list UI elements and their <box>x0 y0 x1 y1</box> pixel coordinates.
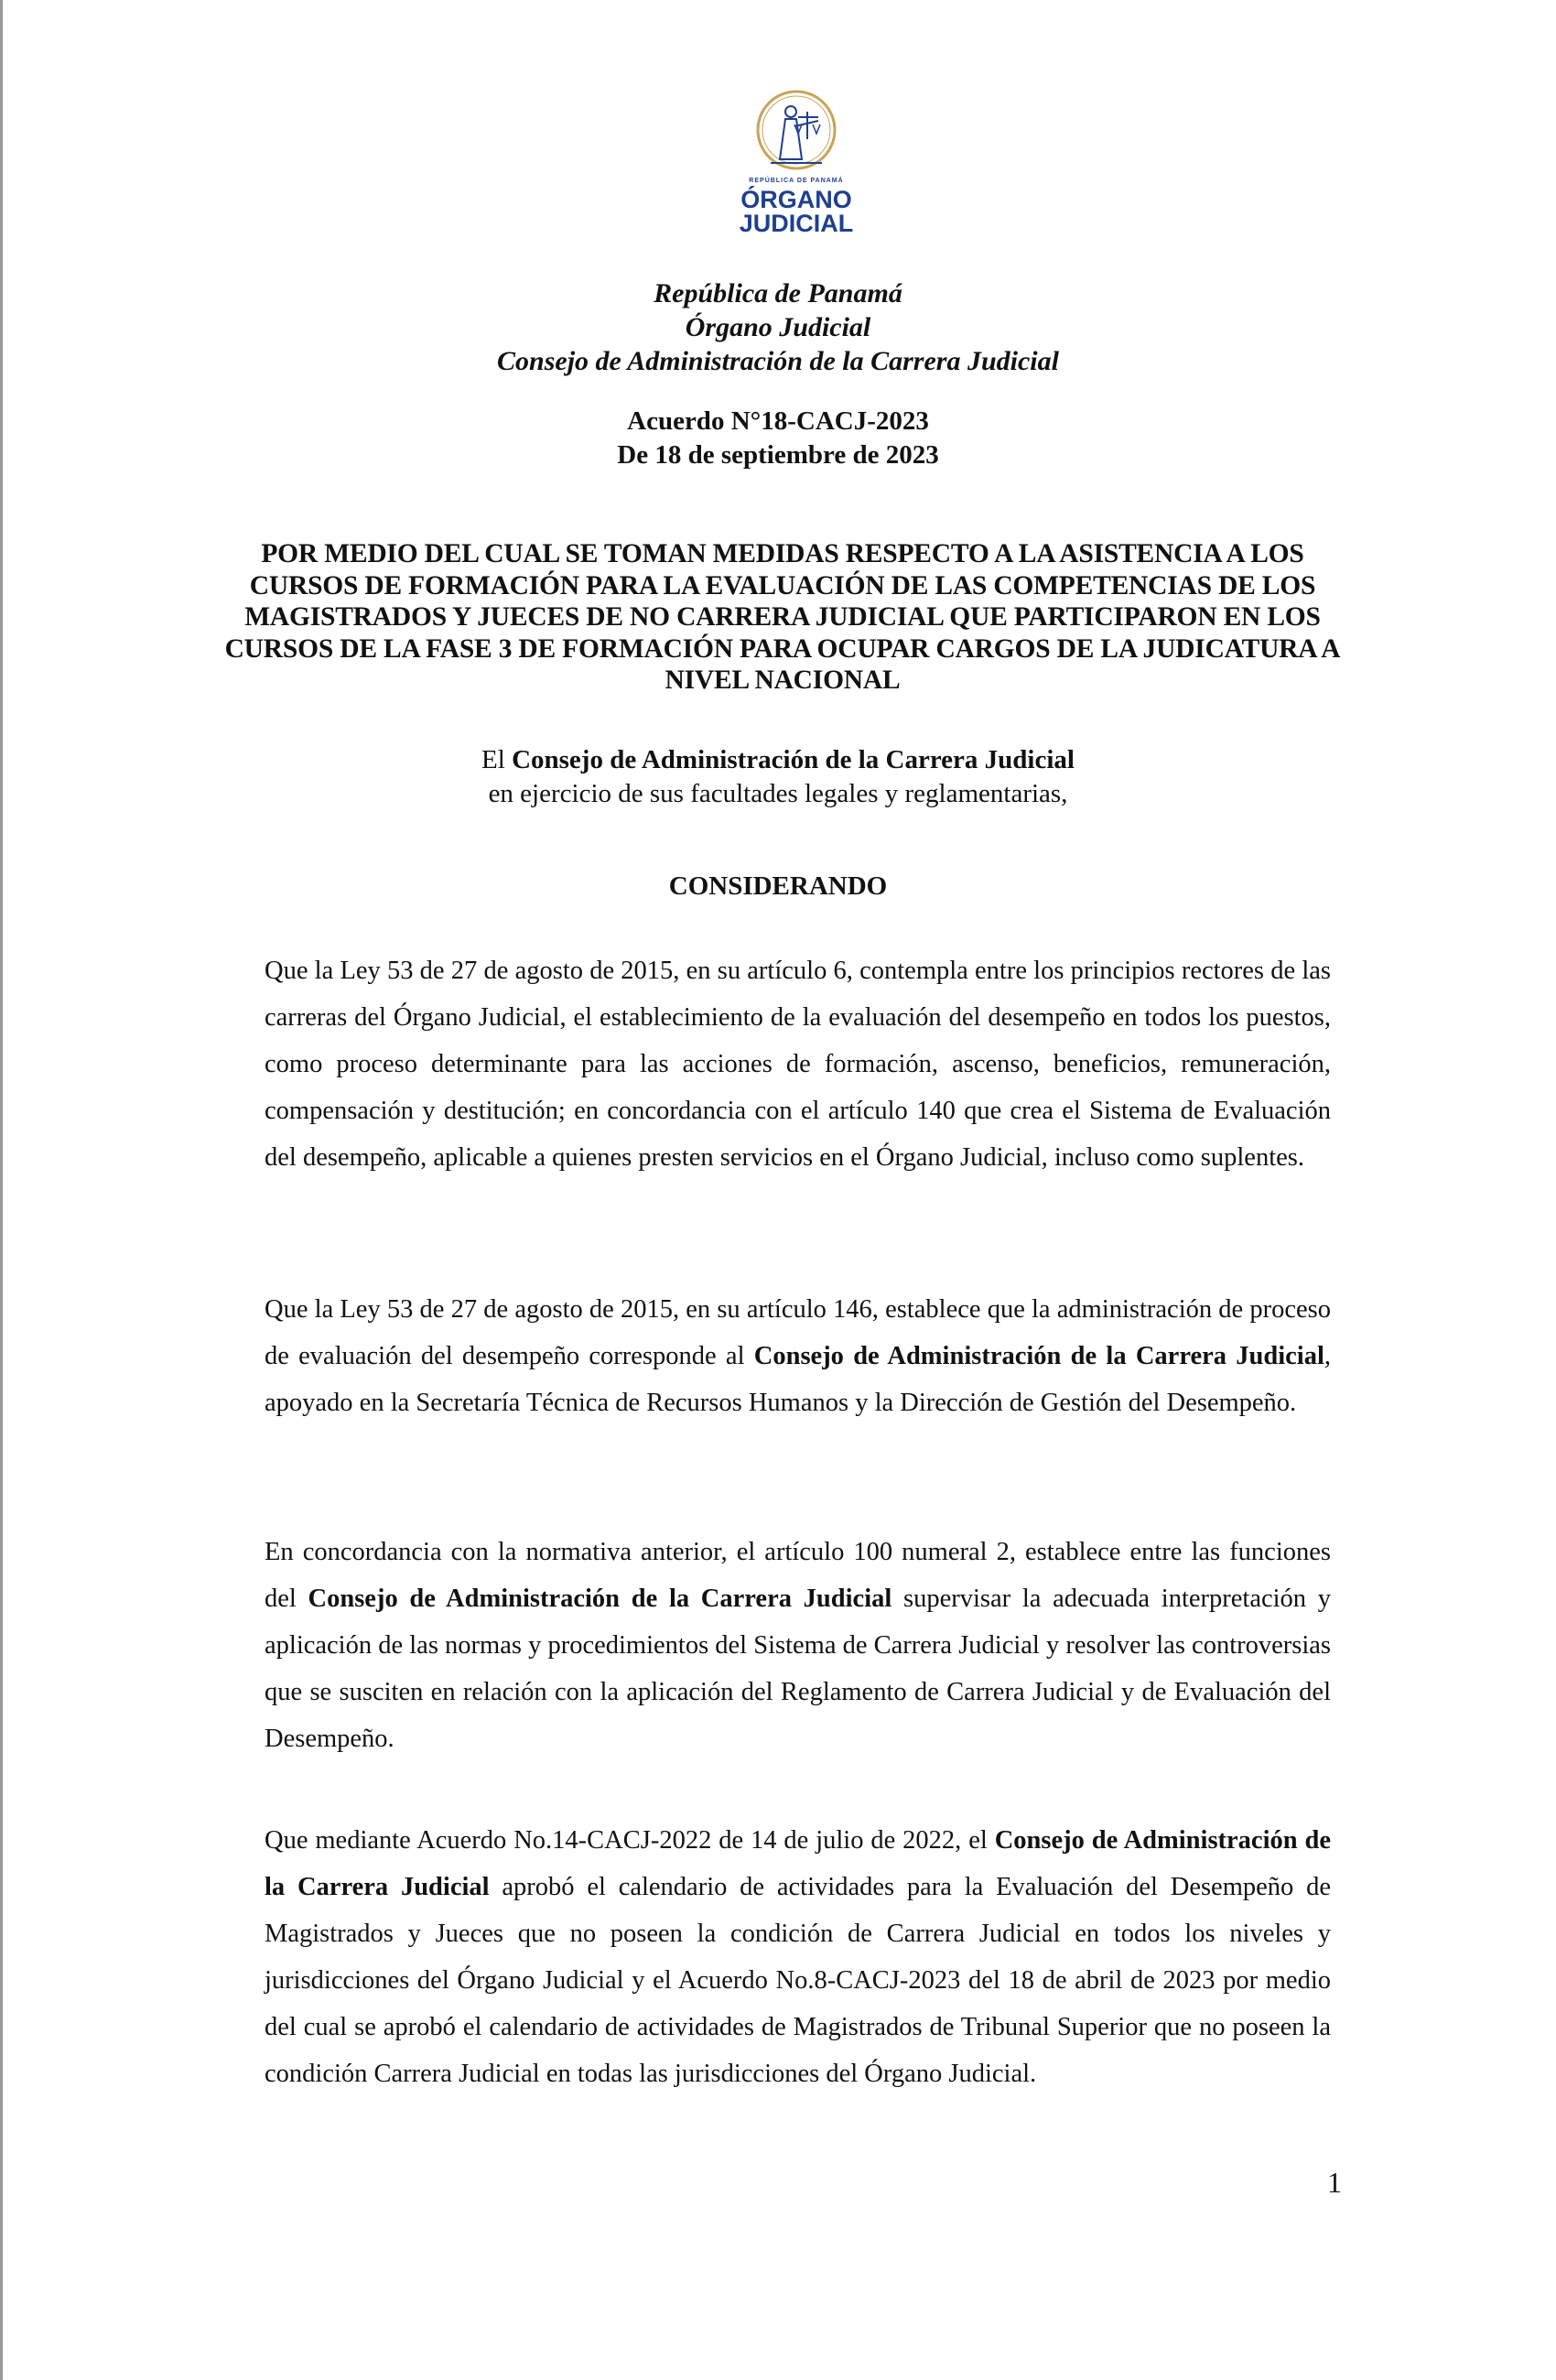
intro-council-name: Consejo de Administración de la Carrera Judicial <box>512 745 1075 774</box>
scan-edge <box>0 0 3 2380</box>
page-number: 1 <box>1327 2166 1342 2199</box>
paragraph-1: Que la Ley 53 de 27 de agosto de 2015, en su artículo 6, contempla entre los principios rectores de las carreras del Órgano Judicial, el establecimiento de la evaluación del desempeño en todos los puestos, como proceso determinante para las acciones de formación, ascenso, beneficios, remuneración, compensación y destitución; en concordancia con el artículo 140 que crea el Sistema de Evaluación del desempeño, aplicable a quienes presten servicios en el Órgano Judicial, incluso como suplentes. <box>265 957 1331 1172</box>
paragraph-2 <box>265 1286 1331 1426</box>
agreement-date: De 18 de septiembre de 2023 <box>617 440 939 470</box>
paragraph-3 <box>265 1529 1331 1762</box>
paragraph-3-text-c: supervisar la adecuada interpretación y aplicación de las normas y procedimientos del Sistema de Carrera Judicial y resolver las controversias que se susciten en relación con la aplicación del Reglamento de Carrera Judicial y de Evaluación del Desempeño. <box>265 1585 1331 1753</box>
logo-line-2: JUDICIAL <box>739 210 854 237</box>
paragraph-4-council: Consejo de Administración de la Carrera Judicial <box>265 1826 1331 1901</box>
header-council: Consejo de Administración de la Carrera Judicial <box>497 346 1059 376</box>
justice-emblem-icon <box>734 84 859 176</box>
logo-small-text: REPÚBLICA DE PANAMÁ <box>749 178 844 184</box>
agreement-block <box>137 405 1419 472</box>
paragraph-2-text-a: Que la Ley 53 de 27 de agosto de 2015, en su artículo 146, establece que la administración de proceso de evaluación del desempeño corresponde al <box>265 1295 1331 1370</box>
intro-prefix: El <box>481 745 513 774</box>
paragraph-2-council: Consejo de Administración de la Carrera Judicial <box>753 1342 1324 1370</box>
paragraph-4-text-c: aprobó el calendario de actividades para la Evaluación del Desempeño de Magistrados y Jueces que no poseen la condición de Carrera Judicial en todos los niveles y jurisdicciones del Órgano Judicial y el Acuerdo No.8-CACJ-2023 del 18 de abril de 2023 por medio del cual se aprobó el calendario de actividades de Magistrados de Tribunal Superior que no poseen la condición Carrera Judicial en todas las jurisdicciones del Órgano Judicial. <box>265 1873 1331 2088</box>
agreement-number: Acuerdo N°18-CACJ-2023 <box>627 406 929 436</box>
paragraph-2-text-c: , apoyado en la Secretaría Técnica de Recursos Humanos y la Dirección de Gestión del Desempeño. <box>265 1342 1331 1417</box>
header-organ: Órgano Judicial <box>685 312 871 342</box>
considerando-heading: CONSIDERANDO <box>668 871 888 901</box>
organo-judicial-logo <box>734 84 859 242</box>
paragraph-4 <box>265 1817 1331 2097</box>
paragraph-4-text-a: Que mediante Acuerdo No.14-CACJ-2022 de 14 de julio de 2022, el <box>265 1826 995 1855</box>
header-block <box>137 276 1419 378</box>
paragraph-3-council: Consejo de Administración de la Carrera Judicial <box>308 1585 892 1613</box>
intro-line-1 <box>137 743 1419 777</box>
intro-line-2: en ejercicio de sus facultades legales y reglamentarias, <box>488 779 1068 808</box>
intro-block <box>137 743 1419 811</box>
header-country: República de Panamá <box>654 278 902 308</box>
paragraph-3-text-a: En concordancia con la normativa anterior, el artículo 100 numeral 2, establece entre las funciones del <box>265 1538 1331 1613</box>
document-title: POR MEDIO DEL CUAL SE TOMAN MEDIDAS RESPECTO A LA ASISTENCIA A LOS CURSOS DE FORMACIÓN PARA LA EVALUACIÓN DE LAS COMPETENCIAS DE LOS MAGISTRADOS Y JUECES DE NO CARRERA JUDICIAL QUE PARTICIPARON EN LOS CURSOS DE LA FASE 3 DE FORMACIÓN PARA OCUPAR CARGOS DE LA JUDICATURA A NIVEL NACIONAL <box>224 539 1341 695</box>
logo-line-1: ÓRGANO <box>740 186 852 213</box>
